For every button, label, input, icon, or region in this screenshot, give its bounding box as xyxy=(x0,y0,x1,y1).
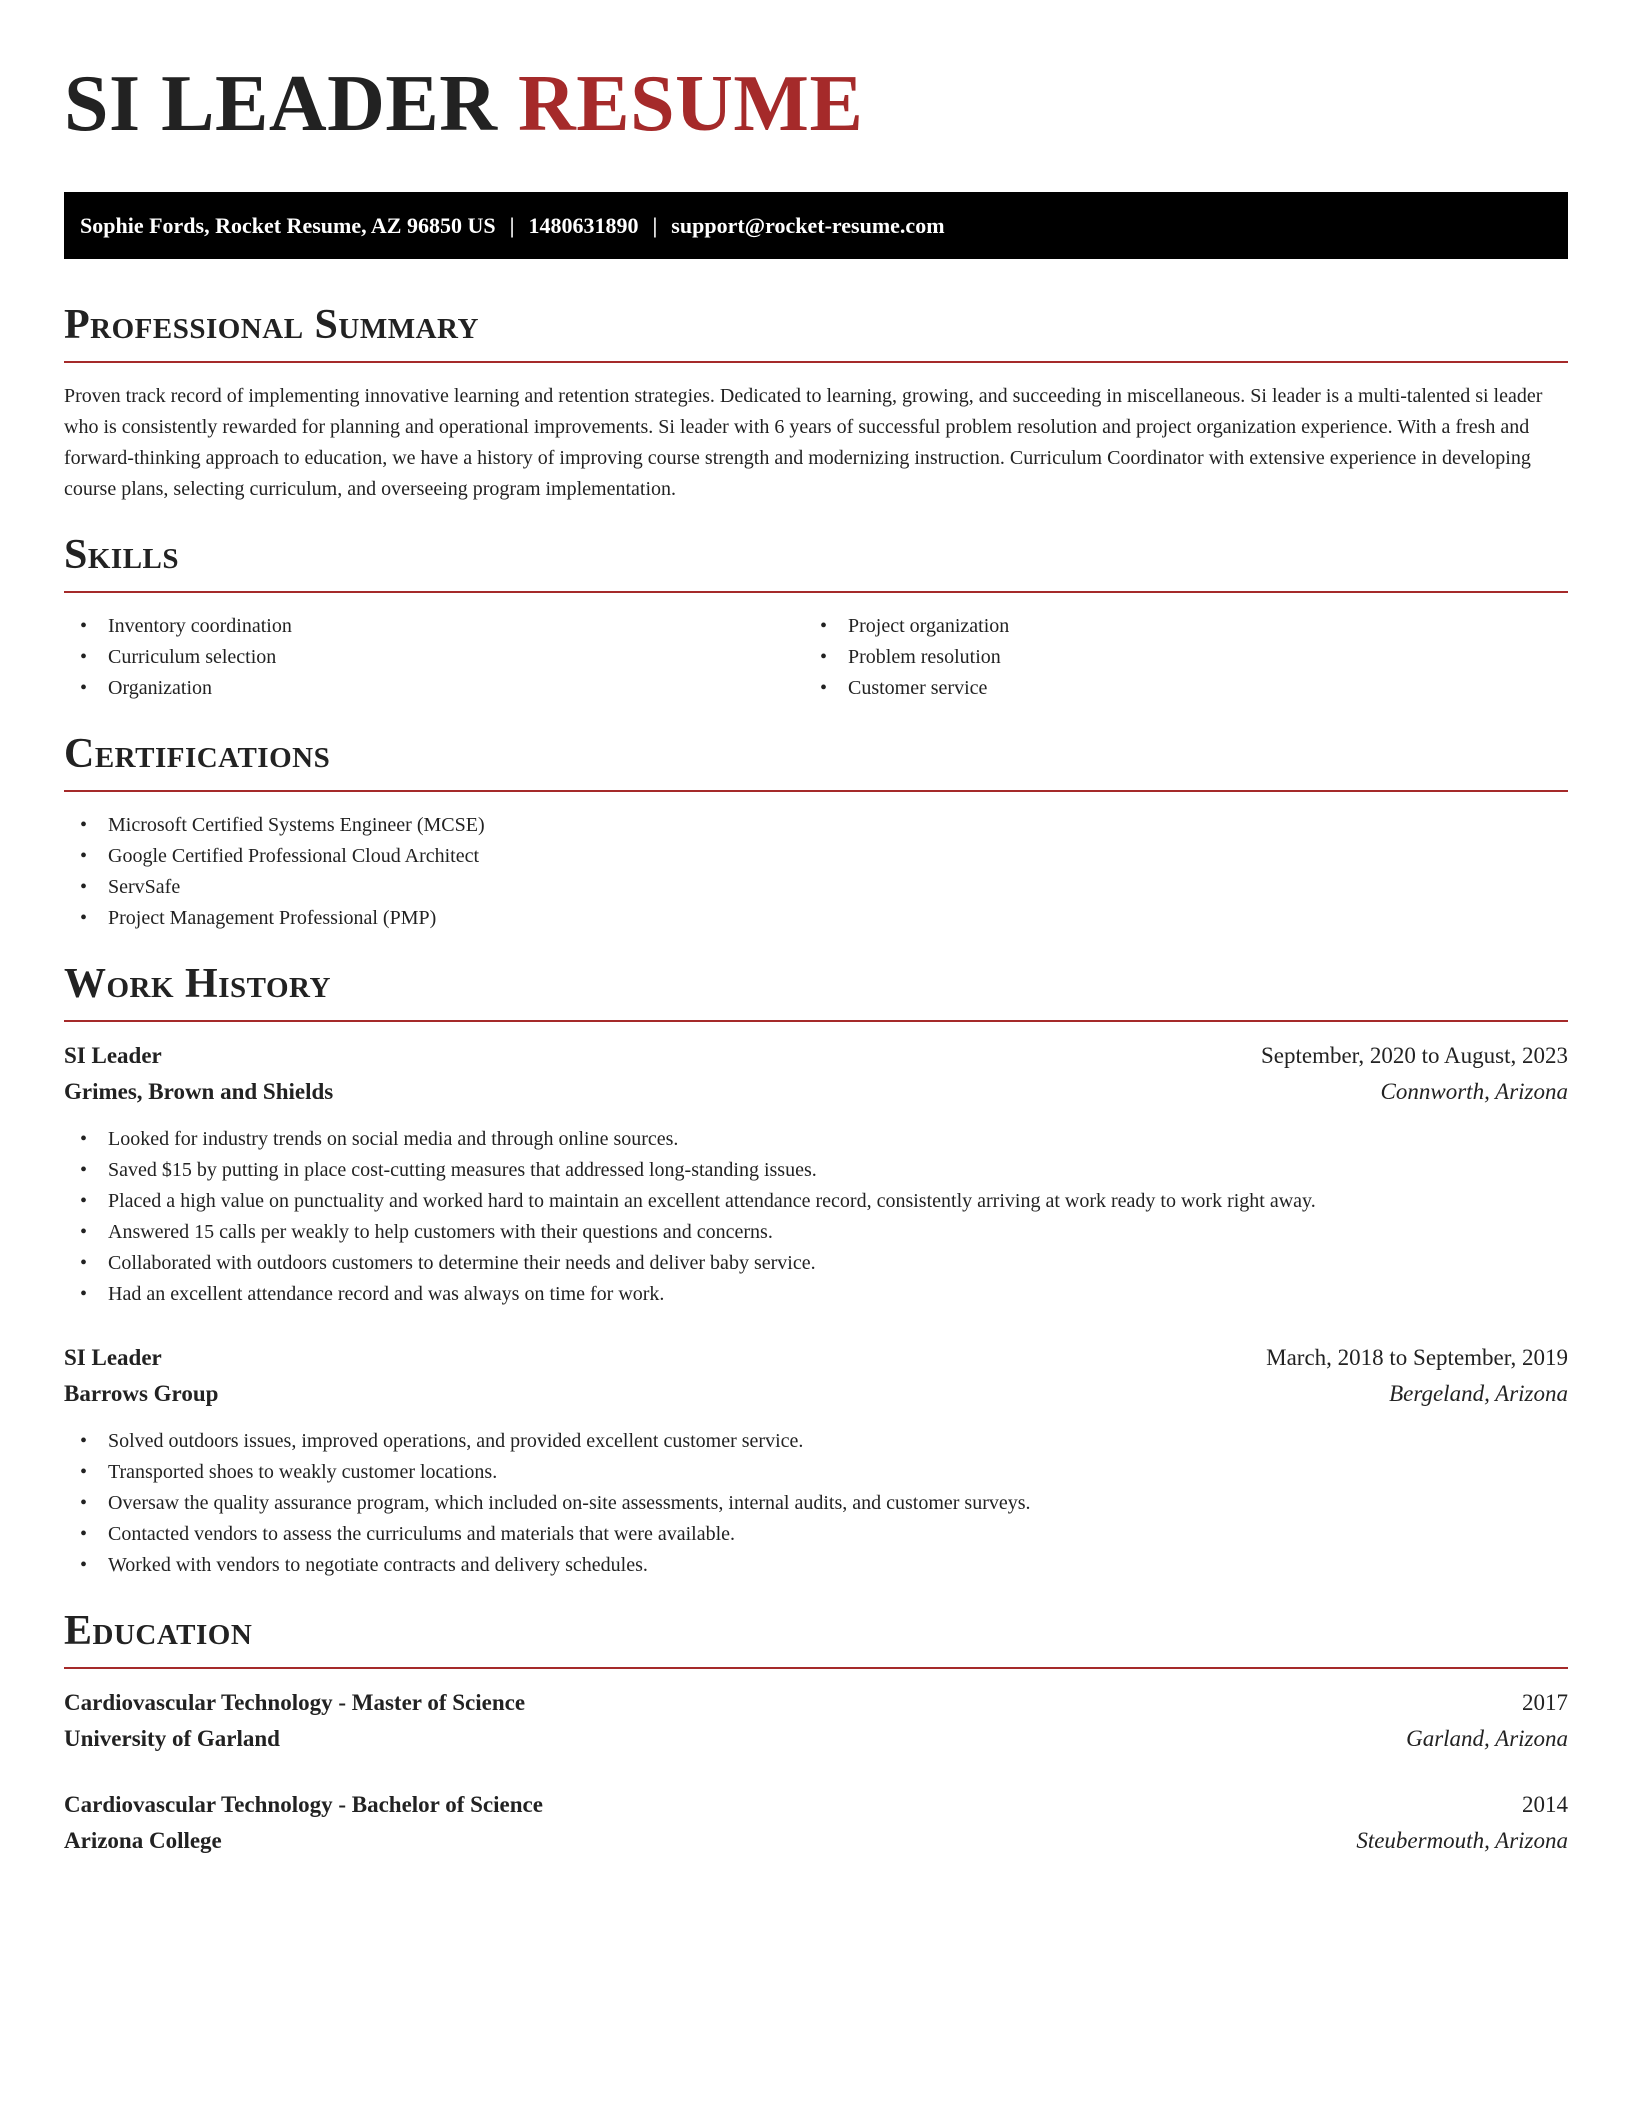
job-bullet: • Saved $15 by putting in place cost-cutting measures that addressed long-standing issues. xyxy=(64,1155,1568,1186)
skills-left-list xyxy=(64,611,804,704)
resume-title xyxy=(64,0,1568,152)
job-bullet: • Contacted vendors to assess the curriculums and materials that were available. xyxy=(64,1519,1568,1550)
job-bullet: • Answered 15 calls per weakly to help customers with their questions and concerns. xyxy=(64,1217,1568,1248)
job-company-row xyxy=(64,1376,1568,1412)
skills-heading: Skills xyxy=(64,529,1568,593)
job-bullet: • Transported shoes to weakly customer locations. xyxy=(64,1457,1568,1488)
education-location: Steubermouth, Arizona xyxy=(1356,1828,1568,1853)
skill-item: • Curriculum selection xyxy=(64,642,804,673)
job-bullet: • Solved outdoors issues, improved operations, and provided excellent customer service. xyxy=(64,1426,1568,1457)
education-entry xyxy=(64,1787,1568,1859)
work-history-heading: Work History xyxy=(64,958,1568,1022)
job-entry xyxy=(64,1038,1568,1310)
skills-grid xyxy=(64,611,1568,704)
job-location: Connworth, Arizona xyxy=(1380,1079,1568,1104)
education-degree: Cardiovascular Technology - Master of Science xyxy=(64,1690,526,1715)
job-bullet: • Had an excellent attendance record and was always on time for work. xyxy=(64,1279,1568,1310)
job-bullet: • Worked with vendors to negotiate contracts and delivery schedules. xyxy=(64,1550,1568,1581)
skills-right-list xyxy=(804,611,1544,704)
certification-item: • ServSafe xyxy=(64,872,1568,903)
contact-bar xyxy=(64,192,1568,259)
certification-item: • Project Management Professional (PMP) xyxy=(64,903,1568,934)
summary-text: Proven track record of implementing innovative learning and retention strategies. Dedicated to learning, growing, and succeeding in miscellaneous. Si leader is a multi-talented si leader who is consistently rewarded for planning and operational improvements. Si leader with 6 years of successful problem resolution and project organization experience. With a fresh and forward-thinking approach to education, we have a history of improving course strength and modernizing instruction. Curriculum Coordinator with extensive experience in developing course plans, selecting curriculum, and overseeing program implementation. xyxy=(64,385,1543,500)
education-school: University of Garland xyxy=(64,1726,280,1751)
skill-item: • Customer service xyxy=(804,673,1544,704)
job-bullet-list xyxy=(64,1124,1568,1310)
education-school-row xyxy=(64,1721,1568,1757)
job-bullet: • Placed a high value on punctuality and worked hard to maintain an excellent attendance record, consistently arriving at work ready to work right away. xyxy=(64,1186,1568,1217)
education-degree-row xyxy=(64,1787,1568,1823)
contact-email: support@rocket-resume.com xyxy=(671,213,945,238)
certification-item: • Google Certified Professional Cloud Architect xyxy=(64,841,1568,872)
skills-section xyxy=(64,529,1568,704)
contact-phone: 1480631890 xyxy=(528,213,639,238)
job-company: Barrows Group xyxy=(64,1381,219,1406)
education-location: Garland, Arizona xyxy=(1406,1726,1568,1751)
job-title: SI Leader xyxy=(64,1345,162,1370)
contact-separator: | xyxy=(652,213,658,238)
skill-item: • Project organization xyxy=(804,611,1544,642)
skill-item: • Problem resolution xyxy=(804,642,1544,673)
education-school-row xyxy=(64,1823,1568,1859)
summary-heading: Professional Summary xyxy=(64,299,1568,363)
job-dates: March, 2018 to September, 2019 xyxy=(1266,1345,1568,1370)
job-title: SI Leader xyxy=(64,1043,162,1068)
certifications-section xyxy=(64,728,1568,934)
job-header-row xyxy=(64,1340,1568,1376)
certifications-heading: Certifications xyxy=(64,728,1568,792)
skill-item: • Inventory coordination xyxy=(64,611,804,642)
education-year: 2017 xyxy=(1522,1690,1568,1715)
certifications-list xyxy=(64,810,1568,934)
summary-section xyxy=(64,299,1568,505)
job-entry xyxy=(64,1340,1568,1581)
education-section xyxy=(64,1605,1568,1859)
job-location: Bergeland, Arizona xyxy=(1389,1381,1568,1406)
education-degree: Cardiovascular Technology - Bachelor of Science xyxy=(64,1792,543,1817)
education-heading: Education xyxy=(64,1605,1568,1669)
job-bullet: • Oversaw the quality assurance program, which included on-site assessments, internal audits, and customer surveys. xyxy=(64,1488,1568,1519)
title-accent: RESUME xyxy=(518,60,864,148)
work-history-section xyxy=(64,958,1568,1581)
job-bullet-list xyxy=(64,1426,1568,1581)
title-role: SI LEADER xyxy=(64,60,498,148)
skill-item: • Organization xyxy=(64,673,804,704)
contact-separator: | xyxy=(509,213,515,238)
job-company: Grimes, Brown and Shields xyxy=(64,1079,334,1104)
education-entry xyxy=(64,1685,1568,1757)
job-bullet: • Collaborated with outdoors customers to determine their needs and deliver baby service. xyxy=(64,1248,1568,1279)
education-school: Arizona College xyxy=(64,1828,222,1853)
contact-address: Sophie Fords, Rocket Resume, AZ 96850 US xyxy=(80,213,496,238)
job-header-row xyxy=(64,1038,1568,1074)
education-year: 2014 xyxy=(1522,1792,1568,1817)
certification-item: • Microsoft Certified Systems Engineer (MCSE) xyxy=(64,810,1568,841)
job-company-row xyxy=(64,1074,1568,1110)
education-degree-row xyxy=(64,1685,1568,1721)
job-dates: September, 2020 to August, 2023 xyxy=(1260,1043,1568,1068)
job-bullet: • Looked for industry trends on social media and through online sources. xyxy=(64,1124,1568,1155)
